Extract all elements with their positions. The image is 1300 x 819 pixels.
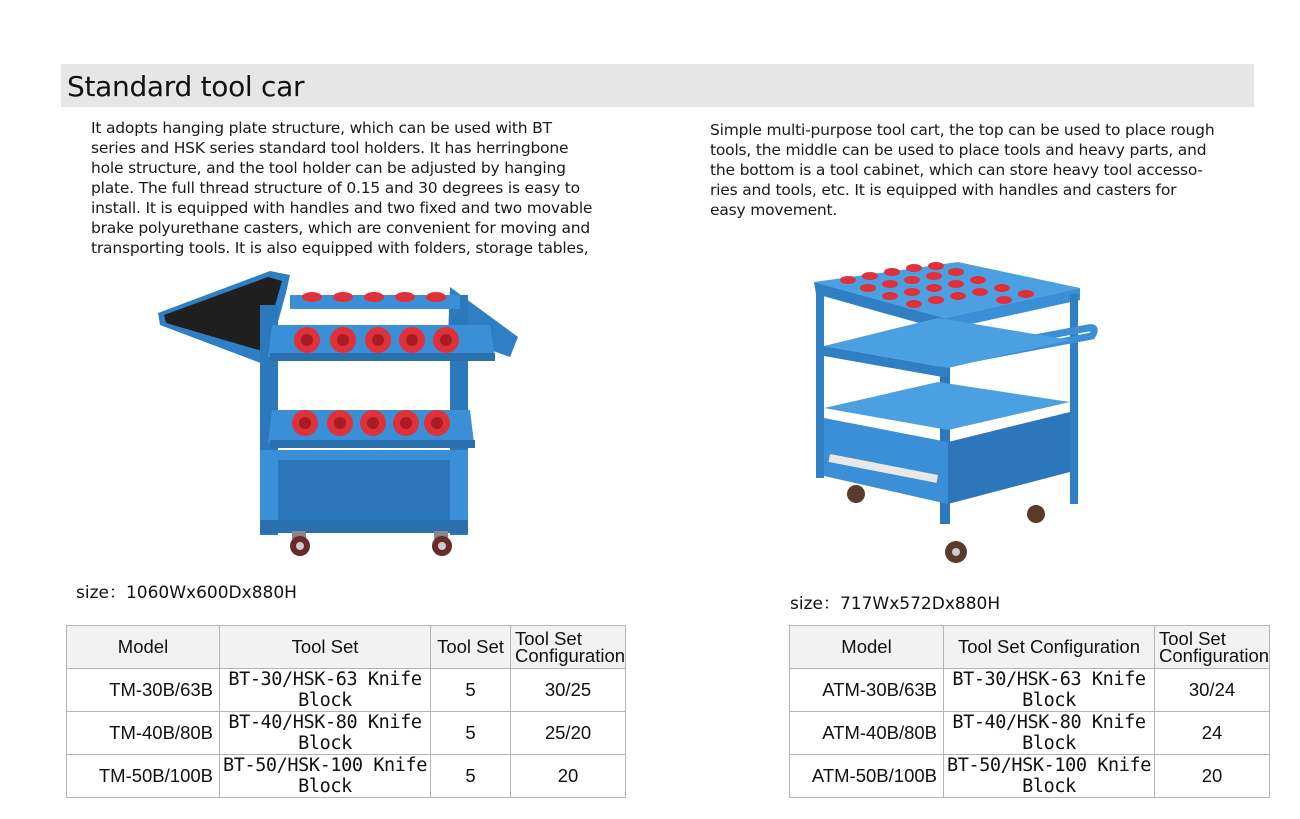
cell-count: 5 — [431, 755, 511, 798]
left-size-label: size：1060Wx600Dx880H — [76, 583, 297, 603]
cell-tool-set: BT-50/HSK-100 Knife Block — [944, 755, 1155, 798]
header-tool-set-configuration: Tool Set Configuration — [511, 626, 626, 669]
section-header — [61, 64, 1254, 107]
left-description: It adopts hanging plate structure, which can be used with BT series and HSK series standard tool holders. It has herringbone hole structure, and the tool holder can be adjusted by hanging plate. The full thread structure of 0.15 and 30 degrees is easy to install. It is equipped with handles and two fixed and two movable brake polyurethane casters, which are convenient for moving and transporting tools. It is also equipped with folders, storage tables, — [91, 119, 593, 257]
table-row — [67, 712, 626, 755]
right-description: Simple multi-purpose tool cart, the top can be used to place rough tools, the middle can be used to place tools and heavy parts, and the bottom is a tool cabinet, which can store heavy tool accesso- ries and tools, etc. It is equipped with handles and casters for easy movement. — [710, 121, 1215, 219]
table-row — [67, 755, 626, 798]
cell-count: 5 — [431, 669, 511, 712]
table-row — [790, 669, 1270, 712]
cell-tool-set: BT-30/HSK-63 Knife Block — [220, 669, 431, 712]
table-row — [790, 755, 1270, 798]
right-spec-table — [789, 625, 1270, 798]
header-model: Model — [790, 626, 944, 669]
table-row — [790, 712, 1270, 755]
cell-model: TM-40B/80B — [67, 712, 220, 755]
cell-tool-set: BT-40/HSK-80 Knife Block — [944, 712, 1155, 755]
table-header-row — [67, 626, 626, 669]
table-row — [67, 669, 626, 712]
cell-configuration: 20 — [511, 755, 626, 798]
header-tool-set-configuration: Tool Set Configuration — [944, 626, 1155, 669]
cell-configuration: 20 — [1155, 755, 1270, 798]
cell-tool-set: BT-50/HSK-100 Knife Block — [220, 755, 431, 798]
cell-model: TM-30B/63B — [67, 669, 220, 712]
multi-purpose-tool-cart-image — [808, 258, 1100, 570]
table-header-row — [790, 626, 1270, 669]
cell-configuration: 30/25 — [511, 669, 626, 712]
header-tool-set-count: Tool Set — [431, 626, 511, 669]
cell-model: ATM-40B/80B — [790, 712, 944, 755]
header-tool-set: Tool Set — [220, 626, 431, 669]
hanging-plate-tool-cart-image — [150, 265, 522, 560]
right-size-label: size：717Wx572Dx880H — [790, 594, 1001, 614]
header-tool-set-configuration-small: Tool Set Configuration — [1155, 626, 1270, 669]
cell-configuration: 24 — [1155, 712, 1270, 755]
page-title: Standard tool car — [67, 70, 305, 103]
cell-tool-set: BT-40/HSK-80 Knife Block — [220, 712, 431, 755]
cell-count: 5 — [431, 712, 511, 755]
left-spec-table — [66, 625, 626, 798]
cell-configuration: 25/20 — [511, 712, 626, 755]
cell-tool-set: BT-30/HSK-63 Knife Block — [944, 669, 1155, 712]
header-model: Model — [67, 626, 220, 669]
cell-model: ATM-50B/100B — [790, 755, 944, 798]
cell-model: TM-50B/100B — [67, 755, 220, 798]
cell-model: ATM-30B/63B — [790, 669, 944, 712]
cell-configuration: 30/24 — [1155, 669, 1270, 712]
